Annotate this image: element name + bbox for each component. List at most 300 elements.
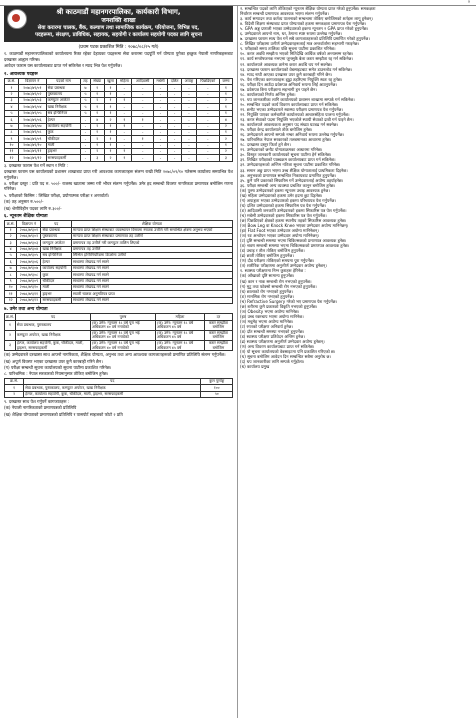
note-line: ३. दरखास्त फाराम पेश गर्ने स्थान र मिति :	[4, 162, 68, 168]
table-cell: -	[153, 104, 167, 110]
table-cell: -	[196, 97, 219, 103]
right-text-line: ३२. उम्मेदवारहरूको अन्तिम नतिजा सूचना पाटीमा प्रकाशित गरिनेछ।	[240, 162, 341, 168]
table-cell: -	[153, 85, 167, 91]
column-header: पिछडिएको	[196, 78, 219, 84]
table-cell: २०७८/७९/१२	[19, 155, 47, 161]
table-cell: १०	[5, 285, 17, 291]
column-header: महिला	[117, 78, 132, 84]
table-cell: करार सम्झौता बमोजिम	[204, 340, 232, 350]
right-text-line: (ठ) श्रवण सम्बन्धी समस्या भएमा चिकित्सकको प्रमाणपत्र आवश्यक हुनेछ।	[240, 243, 350, 249]
header-line-1: श्री काठमाडौं महानगरपालिका, कार्यकारी विभाग,	[56, 8, 181, 16]
table-cell: १	[117, 117, 132, 123]
table-cell: १	[117, 97, 132, 103]
table-cell: २०७८/७९/०३	[19, 97, 47, 103]
right-text-line: (च) Refractive Surgery गरेको भए प्रमाणपत्र पेश गर्नुपर्नेछ।	[240, 298, 338, 304]
table-cell: -	[117, 85, 132, 91]
column-header: महिला	[156, 314, 205, 320]
table-cell: १	[5, 320, 16, 330]
table-cell: २	[90, 149, 104, 155]
table-cell: -	[182, 136, 197, 142]
column-header: पद	[24, 378, 201, 384]
right-text-line: २५. परीक्षा केन्द्र कार्यालयले तोके बमोजिम हुनेछ।	[240, 127, 313, 133]
table-cell: (क) उमेर: न्यूनतम १८ वर्ष पूरा भई अधिकतम ४० वर्ष ननाघेको	[90, 320, 155, 330]
table-cell: -	[132, 110, 153, 116]
right-text-line: २०. सम्बन्धित पदको कार्य विवरण कार्यालयबाट प्राप्त गर्न सकिनेछ।	[240, 101, 339, 107]
marks-table	[4, 378, 233, 398]
right-text-line: (ङ) मानसिक रोग नभएको हुनुपर्नेछ।	[240, 293, 294, 299]
table-cell: -	[132, 142, 153, 148]
table-cell: २०७८/७९/०६	[17, 259, 41, 265]
table-cell: १	[219, 142, 232, 148]
right-text-line: ३०. विस्तृत जानकारी कार्यालयको सूचना पाटीमा हेर्न सकिनेछ।	[240, 152, 332, 158]
table-cell: -	[153, 136, 167, 142]
column-header: अपाङ्ग	[182, 78, 197, 84]
table-cell: -	[81, 117, 90, 123]
vacancy-table	[4, 78, 233, 162]
table-cell: ३	[219, 155, 232, 161]
table-cell: १	[104, 97, 116, 103]
table-cell: -	[81, 155, 90, 161]
table-cell: सेवा प्रबन्धक, पुस्तकालय, कम्प्युटर अपरेटर, खाद्य निरीक्षक	[24, 385, 201, 391]
right-text-line: २९. उम्मेदवारको छनौट योग्यताक्रमका आधारमा गरिनेछ।	[240, 147, 323, 153]
table-cell: -	[153, 149, 167, 155]
note-line: ८. पारिश्रमिक : नेपाल सरकारको नियमानुसार तोकिए बमोजिम हुनेछ।	[4, 371, 109, 377]
right-text-line: ८. लिखित परीक्षामा उत्तीर्ण उम्मेदवारहरूलाई मात्र अन्तर्वार्तामा सहभागी गराइनेछ।	[240, 41, 360, 47]
right-text-line: (ग) अपाङ्गता भएका उम्मेदवारको हकमा परिचयपत्र पेश गर्नुपर्नेछ।	[240, 197, 336, 203]
table-cell: मान्यता प्राप्त शिक्षण संस्थाबाट प्रमाणपत्र तह उत्तीर्ण	[71, 233, 232, 239]
right-text-line: (ढ) छाती तोकिए बमोजिम हुनुपर्नेछ।	[240, 253, 294, 259]
table-cell: माली	[46, 142, 81, 148]
table-cell: १	[5, 227, 17, 233]
qualification-table	[4, 220, 233, 304]
table-cell: माली	[41, 285, 72, 291]
table-cell: कम्प्युटर अपरेटर, खाद्य निरीक्षक	[15, 330, 90, 340]
table-cell: २०७८/७९/११	[19, 149, 47, 155]
table-cell: ड्राइभर	[46, 149, 81, 155]
note-line: (क) तह अनुसार रु.५००/-	[4, 199, 44, 205]
table-cell: ३	[5, 340, 16, 350]
table-cell: १	[219, 91, 232, 97]
right-text-line: १७. प्रवेशपत्र बिना परीक्षामा सहभागी हुन पाइने छैन।	[240, 86, 317, 92]
right-text-line: २६. उम्मेदवारले आफ्नो सम्पर्क नम्बर अनिवार्य रूपमा उल्लेख गर्नुपर्नेछ।	[240, 132, 345, 138]
table-cell: -	[196, 142, 219, 148]
notes-a	[4, 163, 233, 211]
right-text-line: ३. कार्य सम्पादन तथा कर्तव्य पालनाको सम्बन्धमा तोकिए बमोजिमको शर्तहरू लागू हुनेछन्।	[240, 16, 373, 22]
page-number: २	[467, 0, 470, 4]
right-text-line: १. स्वास्थ्य परीक्षणमा निम्न कुराहरू हेरिनेछ :	[240, 268, 306, 274]
table-cell: -	[81, 142, 90, 148]
table-cell: ८	[5, 129, 19, 135]
table-cell: १	[104, 149, 116, 155]
table-cell: १	[117, 123, 132, 129]
note-line: (ख) अपूर्ण विवरण भएका दरखास्त उपर कुनै कारबाही गरिने छैन।	[4, 358, 103, 364]
column-header: दर	[204, 314, 232, 320]
right-text-line: (ड) स्वास्थ्य परीक्षण प्रतिवेदन अन्तिम हुनेछ।	[240, 334, 305, 340]
right-text-line: १०. करार अवधि सम्झौता भएको मितिदेखि आर्थिक वर्षको अन्त्यसम्म रहनेछ।	[240, 51, 354, 57]
table-cell: सरसफाइकर्मी	[46, 155, 81, 161]
table-cell: -	[117, 91, 132, 97]
table-cell: २०७८/७९/०९	[17, 278, 41, 284]
table-cell: १	[104, 123, 116, 129]
note-line: ५. परीक्षाको किसिम : लिखित परीक्षा, प्रयोगात्मक परीक्षा र अन्तर्वार्ता।	[4, 192, 110, 198]
right-text-line: १४. म्याद नाघी आएका दरखास्त उपर कुनै कारबाही गरिने छैन।	[240, 71, 333, 77]
table-cell: ३	[90, 155, 104, 161]
table-cell: ५	[5, 110, 19, 116]
publish-date: (प्रथम पटक प्रकाशित मिति : २०७८/०८/२५ गते)	[78, 45, 159, 50]
table-cell: -	[153, 129, 167, 135]
table-cell: साधारण लेखपढ गर्न सक्ने	[71, 285, 232, 291]
table-cell: १	[117, 149, 132, 155]
right-text-line: (झ) उच्च रक्तचाप भएमा अयोग्य मानिनेछ।	[240, 313, 304, 319]
table-cell: सेवा प्रबन्धक, पुस्तकालय	[15, 320, 90, 330]
note-line: (ग) परीक्षा सम्बन्धी सूचना कार्यालयको सूचना पाटीमा प्रकाशित गरिनेछ।	[4, 364, 112, 370]
right-text-line: ४. विदेशी शिक्षण संस्थाबाट प्राप्त योग्यताको हकमा समकक्षता प्रमाणपत्र पेश गर्नुपर्नेछ।	[240, 21, 367, 27]
table-cell: २०७८/७९/०७	[17, 265, 41, 271]
column-header: कुल पूर्णाङ्क	[201, 378, 233, 384]
intro-paragraph: आवेदन फाराम यस कार्यालयबाट प्राप्त गर्न सकिनेछ र म्याद भित्र पेश गर्नुपर्नेछ।	[4, 63, 122, 69]
table-cell: -	[196, 91, 219, 97]
table-cell: २	[5, 233, 17, 239]
table-cell: साधारण लेखपढ गर्न सक्ने	[71, 297, 232, 303]
table-cell: ११	[5, 149, 19, 155]
table-cell: ७	[5, 123, 19, 129]
table-cell: (क) उमेर: न्यूनतम १८ वर्ष अधिकतम ४५ वर्ष	[156, 340, 205, 350]
table-cell: ९	[5, 136, 19, 142]
table-cell: साधारण लेखपढ गर्न सक्ने	[71, 265, 232, 271]
right-text-line: २४. कार्यालयले आवश्यकता अनुसार पद संख्या घटबढ गर्न सक्नेछ।	[240, 122, 339, 128]
table-cell: -	[81, 129, 90, 135]
notes-c	[4, 399, 233, 417]
table-cell: -	[182, 110, 197, 116]
emblem-icon	[7, 9, 27, 29]
table-cell: २	[5, 91, 19, 97]
table-cell: २	[5, 391, 24, 397]
table-cell: -	[117, 129, 132, 135]
table-cell: -	[182, 142, 197, 148]
right-text-line: (ख) महिला उम्मेदवारको हकमा उमेर हदमा छुट दिइनेछ।	[240, 192, 323, 198]
table-cell: ९	[5, 278, 17, 284]
table-cell: १	[219, 104, 232, 110]
right-text-line: (ठ) दाँत सम्बन्धी समस्या नभएको हुनुपर्नेछ।	[240, 329, 305, 334]
table-cell: १	[104, 110, 116, 116]
notice-header	[4, 6, 233, 42]
table-cell: -	[168, 136, 182, 142]
table-cell: -	[182, 97, 197, 103]
table-cell: २०७८/७९/०६	[19, 117, 47, 123]
left-column	[4, 6, 233, 718]
table-cell: -	[168, 91, 182, 97]
right-text-line: (ट) रगतको परीक्षण अनिवार्य हुनेछ।	[240, 323, 293, 329]
table-cell: कार्यालय सहयोगी	[41, 265, 72, 271]
table-cell: -	[196, 129, 219, 135]
section-1-title: २. आवश्यक पदहरू	[4, 71, 38, 77]
table-cell: कम्प्युटर अपरेटर	[46, 97, 81, 103]
table-cell: -	[182, 129, 197, 135]
table-cell: ७	[5, 265, 17, 271]
table-cell: प्रमाणपत्र तह उत्तीर्ण गरी कम्प्युटर तालिम लिएको	[71, 240, 232, 246]
table-cell: -	[182, 104, 197, 110]
table-cell: -	[168, 123, 182, 129]
column-header: क्र.सं.	[5, 221, 17, 227]
table-cell: -	[132, 149, 153, 155]
column-header: विज्ञापन नं	[19, 78, 47, 84]
table-cell: ५	[81, 97, 90, 103]
table-cell: २०७८/७९/०१	[17, 227, 41, 233]
table-cell: ५	[5, 253, 17, 259]
table-cell: -	[182, 155, 197, 161]
right-text-line: १५. पेश गरिएका कागजातहरू झुट्टा ठहरिएमा नियुक्ति स्वतः रद्द हुनेछ।	[240, 76, 343, 82]
table-cell: करार सम्झौता बमोजिम	[204, 330, 232, 340]
right-text-line: (त) यो सूचना कार्यालयको वेबसाइटमा पनि प्रकाशित गरिएको छ।	[240, 349, 336, 355]
column-header: पुरुष	[90, 314, 155, 320]
table-cell: चौकीदार	[46, 136, 81, 142]
right-text-line: ५. GPA अङ्क प्रणाली भएका उम्मेदवारको हकमा न्यूनतम २ GPA प्राप्त गरेको हुनुपर्नेछ।	[240, 26, 369, 32]
table-cell: पुस्तकालय	[46, 91, 81, 97]
table-cell: हेल्पर, कार्यालय सहयोगी, कुक, चौकीदार, माली, ड्राइभर, सरसफाइकर्मी	[24, 391, 201, 397]
table-cell: २०७८/७९/१०	[19, 142, 47, 148]
right-text-line: २३. करार सेवाको पदमा नियुक्ति भएकोले स्थायी सेवाको दाबी गर्न पाइने छैन।	[240, 117, 354, 123]
table-cell: ६	[5, 117, 19, 123]
table-cell: -	[81, 136, 90, 142]
right-text-line: (छ) शरीरमा कुनै प्रकारको विकृति नभएको हुनुपर्नेछ।	[240, 303, 318, 309]
column-header: क्र.सं.	[5, 378, 24, 384]
table-cell: -	[196, 123, 219, 129]
table-cell: २०७८/७९/०४	[17, 246, 41, 252]
column-header: खुला	[104, 78, 116, 84]
table-cell: -	[196, 104, 219, 110]
table-cell: १	[90, 104, 104, 110]
table-cell: १	[104, 136, 116, 142]
table-cell: १	[219, 85, 232, 91]
table-cell: -	[117, 136, 132, 142]
table-cell: -	[182, 91, 197, 97]
table-cell: -	[168, 142, 182, 148]
right-text-line: १६. परीक्षा दिन आउँदा प्रवेशपत्र अनिवार्य रूपमा लिई आउनुपर्नेछ।	[240, 81, 337, 87]
age-table	[4, 313, 233, 351]
table-cell: ड्राइभर	[41, 291, 72, 297]
table-row	[5, 155, 233, 161]
intro-paragraph: १. काठमाडौं महानगरपालिकाको कार्यालयमा रिक्त रहेका देहायका पदहरूमा सेवा करारमा पदपूर्ति गर्न योग्यता पुगेका इच्छुक नेपाली नागरिकहरूबाट दरखास्त आह्वान गरिन्छ।	[4, 51, 233, 62]
right-text-line: (ट) दृष्टि सम्बन्धी समस्या भएमा चिकित्सकको प्रमाणपत्र आवश्यक हुनेछ।	[240, 238, 347, 244]
column-header: पद	[41, 221, 72, 227]
table-cell: १	[117, 155, 132, 161]
table-row	[5, 391, 233, 397]
table-cell: १	[104, 104, 116, 110]
table-cell: -	[168, 104, 182, 110]
table-cell: १	[90, 85, 104, 91]
right-text-line: (ड) उचाइ र तौल तोकिए बमोजिम हुनुपर्नेछ।	[240, 248, 305, 254]
right-text-line: (ण) अन्य विवरण कार्यालयबाट प्राप्त गर्न सकिनेछ।	[240, 344, 315, 350]
right-text-line: १२. कार्यालयले आवश्यक ठानेमा करार अवधि थप गर्न सक्नेछ।	[240, 61, 333, 67]
table-cell: -	[182, 123, 197, 129]
table-cell: -	[196, 110, 219, 116]
table-cell: -	[168, 97, 182, 103]
table-cell: -	[117, 104, 132, 110]
table-cell: सवारी चालक अनुमतिपत्र प्राप्त	[71, 291, 232, 297]
table-cell: हेल्पर	[41, 259, 72, 265]
right-text-line: (ज) Bow Leg वा Knock Knee भएका उम्मेदवार अयोग्य मानिनेछन्।	[240, 223, 349, 229]
table-cell: २	[104, 155, 116, 161]
table-cell: १	[132, 117, 153, 123]
table-cell: कार्यालय सहयोगी	[46, 123, 81, 129]
right-text-line: ३१. लिखित परीक्षाको पाठ्यक्रम कार्यालयबाट प्राप्त गर्न सकिनेछ।	[240, 157, 336, 163]
right-text-line: ११. कार्य सन्तोषजनक नभएमा जुनसुकै बेला करार सम्झौता रद्द गर्न सकिनेछ।	[240, 56, 353, 62]
table-cell: १	[90, 110, 104, 116]
table-cell: -	[132, 123, 153, 129]
table-cell: हेल्पर, कार्यालय सहयोगी, कुक, चौकीदार, माली, ड्राइभर, सरसफाइकर्मी	[15, 340, 90, 350]
table-cell: हेल्पर	[46, 117, 81, 123]
column-header: संख्या	[90, 78, 104, 84]
right-column	[237, 6, 473, 718]
right-text-line: (ख) कान र नाक सम्बन्धी रोग नभएको हुनुपर्नेछ।	[240, 278, 312, 284]
table-cell: १	[132, 136, 153, 142]
table-cell: ५	[81, 91, 90, 97]
right-text-line: २२. नियुक्ति पाएका कर्मचारीले कार्यालयको आचारसंहिता पालना गर्नुपर्नेछ।	[240, 111, 350, 117]
table-cell: साधारण लेखपढ गर्न सक्ने	[71, 259, 232, 265]
table-cell: -	[196, 85, 219, 91]
table-cell: ११	[5, 291, 17, 297]
right-text-line: (ञ) मधुमेह भएमा अयोग्य मानिनेछ।	[240, 318, 294, 324]
right-text-line: (त) शारीरिक परीक्षणमा अनुत्तीर्ण उम्मेदवार अयोग्य हुनेछन्।	[240, 263, 327, 269]
header-line-4: पदहरूमा, संरक्षण, प्राविधिक, सहायक, सहयोगी र कार्यालय सहयोगी पदका लागि सूचना	[35, 32, 202, 38]
table-cell: २	[219, 123, 232, 129]
note-line: ९. दरखास्त साथ पेश गर्नुपर्ने कागजातहरू :	[4, 398, 70, 404]
right-text-line: १३. दरखास्त फाराम कार्यालयको वेबसाइटबाट समेत डाउनलोड गर्न सकिनेछ।	[240, 66, 353, 72]
table-cell: सब इन्जिनियर	[46, 110, 81, 116]
right-text-line: (क) पुरुष उम्मेदवारको हकमा न्यूनतम उचाइ आवश्यक हुनेछ।	[240, 187, 330, 193]
table-cell: -	[132, 104, 153, 110]
note-line: (क) नेपाली नागरिकताको प्रमाणपत्रको प्रतिलिपि	[4, 405, 77, 411]
right-text-line: १८. कार्यालयको निर्णय अन्तिम हुनेछ।	[240, 91, 296, 97]
table-cell: १	[90, 91, 104, 97]
section-2-title: ६. न्यूनतम शैक्षिक योग्यता	[4, 214, 48, 220]
table-cell: २०७८/७९/०४	[19, 104, 47, 110]
table-cell: १	[219, 110, 232, 116]
right-text-line: ३५. कुनै पनि प्रकारको सिफारिस गर्ने उम्मेदवारलाई अयोग्य ठहर्याइनेछ।	[240, 177, 344, 183]
right-text-line: निर्धारण सम्बन्धी प्रमाणपत्र आवश्यक भएमा संलग्न गर्नुपर्नेछ।	[240, 11, 329, 17]
table-cell: १०	[5, 142, 19, 148]
table-cell: (क) उमेर: न्यूनतम १८ वर्ष अधिकतम ४५ वर्ष	[156, 320, 205, 330]
table-cell: -	[168, 129, 182, 135]
table-cell: -	[132, 97, 153, 103]
note-line: (क) उम्मेदवारले दरखास्त साथ आफ्नो नागरिकता, शैक्षिक योग्यता, अनुभव तथा अन्य आवश्यक कागजातहरूको प्रमाणित प्रतिलिपि संलग्न गर्नुपर्नेछ।	[4, 352, 226, 358]
right-text-line: २. सम्बन्धित पदको लागि तोकिएको न्यूनतम शैक्षिक योग्यता प्राप्त गरेको हुनुपर्नेछ। समकक्षता	[240, 6, 376, 11]
table-cell: २०७८/७९/०१	[19, 85, 47, 91]
table-cell: १	[104, 129, 116, 135]
table-cell: २	[219, 97, 232, 103]
table-cell: -	[81, 123, 90, 129]
table-cell: १	[104, 91, 116, 97]
table-cell: -	[153, 155, 167, 161]
table-cell: ५	[81, 104, 90, 110]
table-cell: २०७८/७९/११	[17, 291, 41, 297]
table-cell: ४	[5, 246, 17, 252]
table-cell: मान्यता प्राप्त शिक्षण संस्थाबाट व्यवस्थापन विषयमा स्नातक उत्तीर्ण गरी सम्बन्धित क्षेत्रमा अनुभव भएको	[71, 227, 232, 233]
table-cell: -	[117, 142, 132, 148]
table-cell: २०७८/७९/०२	[19, 91, 47, 97]
table-cell: २	[90, 136, 104, 142]
table-cell: -	[168, 117, 182, 123]
column-header: दलित	[168, 78, 182, 84]
column-header: क्र.सं.	[5, 78, 19, 84]
table-cell: साधारण लेखपढ गर्न सक्ने	[71, 272, 232, 278]
table-row	[5, 320, 233, 330]
table-cell: २	[5, 330, 16, 340]
right-column-text	[240, 6, 473, 369]
table-cell: १	[90, 129, 104, 135]
table-cell: -	[182, 85, 197, 91]
table-cell: ४	[5, 104, 19, 110]
right-text-line: ६. उम्मेदवारले आफ्नो नाम, थर, ठेगाना स्पष्ट रूपमा उल्लेख गर्नुपर्नेछ।	[240, 31, 342, 37]
table-cell: १	[104, 85, 116, 91]
table-cell: १	[219, 129, 232, 135]
table-cell: सेवा प्रबन्धक	[46, 85, 81, 91]
column-header: मधेसी	[153, 78, 167, 84]
right-text-line: (झ) Flat Foot भएका उम्मेदवार अयोग्य मानिनेछन्।	[240, 228, 319, 234]
right-text-line: (थ) सूचना बमोजिम आवेदन दिन सम्बन्धित सबैमा अनुरोध छ।	[240, 354, 331, 360]
table-row	[5, 340, 233, 350]
table-cell: ५०	[201, 391, 233, 397]
right-text-line: (ढ) स्वास्थ्य परीक्षणमा अनुत्तीर्ण उम्मेदवार अयोग्य हुनेछन्।	[240, 339, 325, 345]
table-cell: -	[153, 97, 167, 103]
table-cell: -	[153, 110, 167, 116]
note-line: दरखास्त फाराम यस कार्यालयको प्रशासन शाखाबाट प्राप्त गरी आवश्यक कागजातहरू संलग्न राखी मिति २०७८/०९/१० गतेसम्म कार्यालय समयभित्र पेश गर्नुपर्नेछ।	[4, 169, 233, 180]
column-header: जम्मा	[219, 78, 232, 84]
table-cell: -	[196, 155, 219, 161]
note-line: (ख) शैक्षिक योग्यताको प्रमाणपत्रको प्रतिलिपि र पासपोर्ट साइजको फोटो २ प्रति	[4, 411, 123, 417]
table-cell: २	[219, 136, 232, 142]
table-cell: २	[104, 117, 116, 123]
column-header: आदिवासी	[132, 78, 153, 84]
table-cell: ४	[219, 117, 232, 123]
table-cell: -	[182, 149, 197, 155]
table-cell: ८	[5, 272, 17, 278]
right-text-line: (च) मधेसी उम्मेदवारको हकमा सिफारिस पत्र पेश गर्नुपर्नेछ।	[240, 212, 327, 218]
section-3-title: ७. उमेर तथा अन्य योग्यता	[4, 307, 48, 313]
table-cell: २०७८/७९/१२	[17, 297, 41, 303]
table-cell: ५	[81, 110, 90, 116]
table-cell: -	[153, 117, 167, 123]
table-cell: कुक	[41, 272, 72, 278]
header-line-3: सेवा करारमा चालक, बैंक, कल्याण तथा सामाजिक कार्यक्रम, परियोजना, विभिन्न पद,	[37, 25, 200, 31]
table-cell: २०७८/७९/०८	[17, 272, 41, 278]
column-header: तह	[81, 78, 90, 84]
table-cell: सिभिल इन्जिनियरिङमा डिप्लोमा उत्तीर्ण	[71, 253, 232, 259]
table-cell: -	[168, 149, 182, 155]
table-cell: (क) उमेर: न्यूनतम १८ वर्ष अधिकतम ४५ वर्ष	[156, 330, 205, 340]
table-cell: -	[182, 117, 197, 123]
table-cell: २०७८/७९/०५	[19, 110, 47, 116]
table-cell: -	[153, 91, 167, 97]
right-text-line: (घ) छालाको रोग नभएको हुनुपर्नेछ।	[240, 288, 293, 294]
table-cell: -	[196, 149, 219, 155]
right-text-line: (ङ) आदिवासी जनजाति उम्मेदवारको हकमा सिफारिस पत्र पेश गर्नुपर्नेछ।	[240, 207, 347, 213]
table-cell: खाद्य निरीक्षक	[41, 246, 72, 252]
table-cell: १	[104, 142, 116, 148]
table-cell: ७	[81, 85, 90, 91]
table-cell: -	[168, 110, 182, 116]
table-cell: -	[132, 155, 153, 161]
right-text-line: ३६. परीक्षा सम्बन्धी अन्य व्यवस्था प्रचलित कानुन बमोजिम हुनेछ।	[240, 182, 336, 188]
table-cell: कम्प्युटर अपरेटर	[41, 240, 72, 246]
right-text-line: (ध) कार्यालय प्रमुख	[240, 364, 270, 370]
right-text-line: (ञ) रङ अन्धोपन भएका उम्मेदवार अयोग्य मानिनेछन्।	[240, 233, 320, 239]
right-text-line: २७. पारिश्रमिक नेपाल सरकारको तलबमानका आधारमा हुनेछ।	[240, 137, 332, 143]
table-cell: (क) उमेर: न्यूनतम १८ वर्ष पूरा भई अधिकतम ४० वर्ष ननाघेको	[90, 340, 155, 350]
table-cell: ६	[5, 259, 17, 265]
table-cell: सेवा प्रबन्धक	[41, 227, 72, 233]
column-header: क्र.सं.	[6, 313, 14, 319]
